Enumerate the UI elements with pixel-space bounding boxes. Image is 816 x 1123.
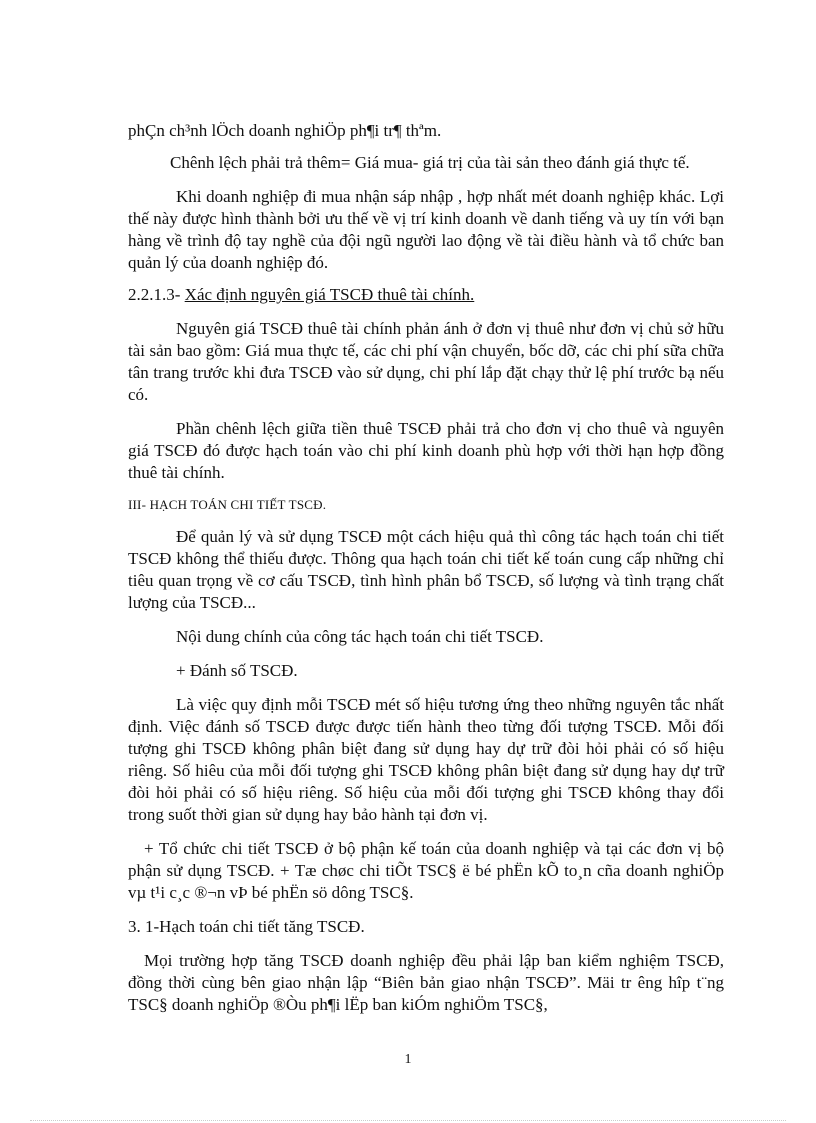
section-heading-iii: III- HẠCH TOÁN CHI TIẾT TSCĐ. [128, 497, 327, 512]
page-bottom-rule [30, 1120, 786, 1121]
paragraph-5: Phần chênh lệch giữa tiền thuê TSCĐ phải trả cho đơn vị cho thuê và nguyên giá TSCĐ đó được hạch toán vào chi phí kinh doanh phù hợp với thời hạn hợp đồng thuê tài chính. [128, 419, 724, 482]
section-heading-2-2-1-3 [128, 284, 724, 306]
paragraph-4: Nguyên giá TSCĐ thuê tài chính phản ánh ở đơn vị thuê như đơn vị chủ sở hữu tài sản bao gồm: Giá mua thực tế, các chi phí vận chuyển, bốc dỡ, các chi phí sữa chữa tân trang trước khi đưa TSCĐ vào sử dụng, chi phí lắp đặt chạy thử lệ phí trước bạ nếu có. [128, 319, 724, 404]
paragraph-10: + Tổ chức chi tiết TSCĐ ở bộ phận kế toán của doanh nghiệp và tại các đơn vị bộ phận sử dụng TSCĐ. + Tæ chøc chi tiÕt TSC§ ë bé phËn kÕ to¸n cña doanh nghiÖp vµ t¹i c¸c ®¬n vÞ bé phËn sö dông TSC§. [128, 839, 724, 902]
paragraph-1: phÇn ch³nh lÖch doanh nghiÖp ph¶i tr¶ thªm. [128, 121, 442, 140]
paragraph-7: Nội dung chính của công tác hạch toán chi tiết TSCĐ. [176, 627, 544, 646]
document-body [128, 120, 724, 1016]
paragraph-2: Chênh lệch phải trả thêm= Giá mua- giá trị của tài sản theo đánh giá thực tế. [170, 153, 690, 172]
section-heading-3-1: 3. 1-Hạch toán chi tiết tăng TSCĐ. [128, 917, 365, 936]
paragraph-9: Là việc quy định mỗi TSCĐ mét số hiệu tương ứng theo những nguyên tắc nhất định. Việc đánh số TSCĐ được được tiến hành theo từng đối tượng TSCĐ. Mỗi đối tượng ghi TSCĐ không phân biệt đang sử dụng hay dự trữ đòi hỏi phải có số hiệu riêng. Số hiêu của mỗi đối tượng ghi TSCĐ không phân biệt đang sử dụng hay dự trữ đòi hỏi phải có số hiệu riêng. Số hiệu của mỗi đối tượng ghi TSCĐ không thay đổi trong suốt thời gian sử dụng hay bảo hành tại đơn vị. [128, 695, 724, 824]
paragraph-6: Để quản lý và sử dụng TSCĐ một cách hiệu quả thì công tác hạch toán chi tiết TSCĐ không thể thiếu được. Thông qua hạch toán chi tiết kế toán cung cấp những chỉ tiêu quan trọng về cơ cấu TSCĐ, tình hình phân bổ TSCĐ, số lượng và tình trạng chất lượng của TSCĐ... [128, 527, 724, 612]
paragraph-3: Khi doanh nghiệp đi mua nhận sáp nhập , hợp nhất mét doanh nghiệp khác. Lợi thế này được hình thành bởi ưu thế về vị trí kinh doanh về danh tiếng và uy tín với bạn hàng về trình độ tay nghề của đội ngũ người lao động về tài điều hành và tổ chức ban quản lý của doanh nghiệp đó. [128, 187, 724, 272]
section-number: 2.2.1.3- [128, 285, 181, 304]
page-number: 1 [404, 1052, 412, 1067]
paragraph-8: + Đánh số TSCĐ. [176, 661, 298, 680]
paragraph-11: Mọi trường hợp tăng TSCĐ doanh nghiệp đều phải lập ban kiểm nghiệm TSCĐ, đồng thời cùng bên giao nhận lập “Biên bản giao nhận TSCĐ”. Mäi tr êng hîp t¨ng TSC§ doanh nghiÖp ®Òu ph¶i lËp ban kiÓm nghiÖm TSC§, [128, 951, 724, 1014]
section-title: Xác định nguyên giá TSCĐ thuê tài chính. [184, 285, 475, 304]
